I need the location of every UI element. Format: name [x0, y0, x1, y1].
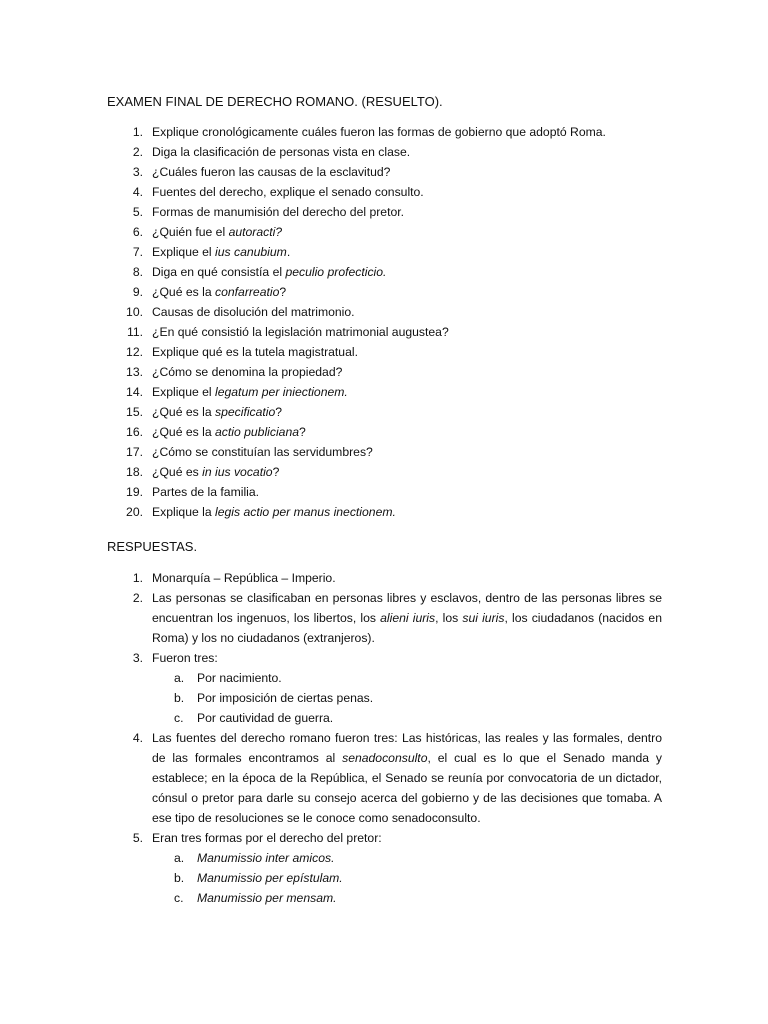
sub-item: a. Por nacimiento. — [174, 671, 282, 685]
question-item: 2. Diga la clasificación de personas vista en clase. — [132, 145, 411, 159]
question-item: 6. ¿Quién fue el autoracti? — [132, 225, 283, 239]
question-item: 5. Formas de manumisión del derecho del pretor. — [132, 205, 405, 219]
sub-list — [107, 848, 662, 908]
answer-item: 3. Fueron tres: a. Por nacimiento. b. Por imposición de ciertas penas. c. Por cautividad de guerra. — [107, 648, 662, 728]
answers-heading: RESPUESTAS. — [107, 539, 198, 554]
question-item: 3. ¿Cuáles fueron las causas de la esclavitud? — [132, 165, 391, 179]
question-item: 20. Explique la legis actio per manus inectionem. — [126, 505, 396, 519]
question-item: 1. Explique cronológicamente cuáles fueron las formas de gobierno que adoptó Roma. — [132, 125, 606, 139]
sub-item: b. Manumissio per epístulam. — [174, 871, 343, 885]
answer-item: 4. Las fuentes del derecho romano fueron tres: Las históricas, las reales y las formales, dentro de las formales encontramos al senadoconsulto, el cual es lo que el Senado manda y establece; en la época de la República, el Senado se reunía por convocatoria de un dictador, cónsul o pretor para darle su consejo acerca del gobierno y de las decisiones que tomaba. A ese tipo de resoluciones se le conoce como senadoconsulto. — [132, 731, 662, 825]
question-item: 10. Causas de disolución del matrimonio. — [126, 305, 355, 319]
sub-item: c. Por cautividad de guerra. — [174, 711, 334, 725]
question-list — [107, 122, 662, 522]
question-item: 14. Explique el legatum per iniectionem. — [126, 385, 348, 399]
question-item: 8. Diga en qué consistía el peculio profecticio. — [132, 265, 387, 279]
question-item: 9. ¿Qué es la confarreatio? — [132, 285, 287, 299]
question-item: 19. Partes de la familia. — [126, 485, 260, 499]
question-item: 11. ¿En qué consistió la legislación matrimonial augustea? — [126, 325, 449, 339]
answer-item: 2. Las personas se clasificaban en personas libres y esclavos, dentro de las personas libres se encuentran los ingenuos, los libertos, los alieni iuris, los sui iuris, los ciudadanos (nacidos en Roma) y los no ciudadanos (extranjeros). — [132, 591, 662, 645]
exam-title: EXAMEN FINAL DE DERECHO ROMANO. (RESUELTO). — [107, 94, 443, 109]
question-item: 13. ¿Cómo se denomina la propiedad? — [126, 365, 343, 379]
answer-list — [107, 568, 662, 908]
sub-item: b. Por imposición de ciertas penas. — [174, 691, 374, 705]
question-item: 18. ¿Qué es in ius vocatio? — [126, 465, 280, 479]
answer-item: 1. Monarquía – República – Imperio. — [132, 571, 336, 585]
sub-item: c. Manumissio per mensam. — [174, 891, 337, 905]
sub-list — [107, 668, 662, 728]
question-item: 7. Explique el ius canubium. — [132, 245, 291, 259]
question-item: 4. Fuentes del derecho, explique el senado consulto. — [132, 185, 424, 199]
sub-item: a. Manumissio inter amicos. — [174, 851, 335, 865]
question-item: 15. ¿Qué es la specificatio? — [126, 405, 283, 419]
answer-item: 5. Eran tres formas por el derecho del pretor: a. Manumissio inter amicos. b. Manumissio per epístulam. c. Manumissio per mensam. — [107, 828, 662, 908]
question-item: 12. Explique qué es la tutela magistratual. — [126, 345, 358, 359]
question-item: 17. ¿Cómo se constituían las servidumbres? — [126, 445, 373, 459]
question-item: 16. ¿Qué es la actio publiciana? — [126, 425, 306, 439]
